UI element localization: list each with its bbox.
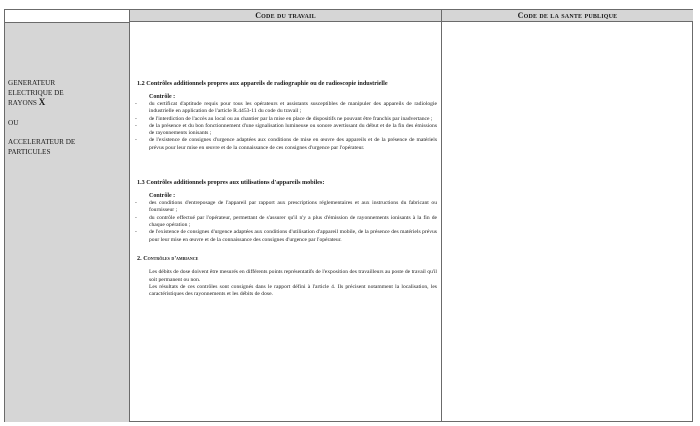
category-label (8, 79, 124, 158)
list-item: - du certificat d'aptitude requis pour tous les opérateurs et assistants susceptibles de manipuler des appareils de radiologie industrielle en application de l'article R.4453-11 du code du travail ; (133, 101, 437, 116)
section-2-paragraph-1: Les débits de dose doivent être mesurés en différents points représentatifs de l'exposition des travailleurs au poste de travail qu'il soit permanent ou non. (149, 269, 437, 283)
category-ou: OU (8, 118, 19, 127)
list-item: - de l'existence de consignes d'urgence adaptées aux conditions d'utilisation d'appareil mobile, de la présence des matériels prévus pour leur mise en œuvre et de la connaissance des consignes d'urgence par l'opérateur. (133, 229, 437, 244)
header-code-du-travail: Code du travail (129, 10, 441, 22)
category-line-5: PARTICULES (8, 147, 51, 156)
category-line-1: GENERATEUR (8, 79, 56, 87)
category-line-4: ACCELERATEUR DE (8, 138, 76, 147)
code-sante-publique-column (441, 22, 693, 422)
section-1-3-list (133, 200, 437, 244)
list-item: - de la présence et du bon fonctionnement d'une signalisation lumineuse ou sonore avertissant du début et de la fin des émissions de rayonnements ionisants ; (133, 123, 437, 138)
section-1-3-title: 1.3 Contrôles additionnels propres aux utilisations d'appareils mobiles: (137, 179, 325, 187)
left-category-column (5, 22, 129, 422)
code-du-travail-column (129, 22, 441, 422)
section-2-paragraph-2: Les résultats de ces contrôles sont consignés dans le rapport défini à l'article 4. Ils précisent notamment la localisation, les caractéristiques des rayonnements et les débits de dose. (149, 284, 437, 298)
header-blank-cell (5, 10, 129, 22)
list-item: - de l'interdiction de l'accès au local ou au chantier par la mise en place de dispositifs ne pouvant être franchis par inadvertance ; (133, 116, 437, 123)
category-rayons: RAYONS (8, 99, 37, 108)
page-table (4, 9, 693, 422)
section-1-3-subtitle: Contrôle : (149, 192, 176, 199)
list-item: - de l'existence de consignes d'urgence adaptées aux conditions de mise en œuvre des appareils et de la présence de matériels prévus pour leur mise en œuvre et de la connaissance de ces consignes d'urgence par l'opérateur. (133, 137, 437, 152)
section-1-2-title: 1.2 Contrôles additionnels propres aux appareils de radiographie ou de radioscopie industrielle (137, 80, 388, 87)
section-1-2-list (133, 101, 437, 152)
code-du-travail-content (133, 80, 437, 299)
category-line-2: ELECTRIQUE DE (8, 88, 64, 97)
category-x: X (38, 97, 46, 108)
header-code-sante-publique: Code de la sante publique (441, 10, 693, 22)
section-2-title: 2. Contrôles d'ambiance (137, 254, 199, 262)
list-item: - du contrôle effectué par l'opérateur, permettant de s'assurer qu'il n'y a plus d'émission de rayonnements ionisants à la fin de chaque opération ; (133, 215, 437, 230)
category-line-3 (8, 98, 124, 109)
section-1-2-subtitle: Contrôle : (149, 93, 176, 100)
list-item: - des conditions d'entreposage de l'appareil par rapport aux prescriptions réglementaires et aux instructions du fabricant ou fournisseur ; (133, 200, 437, 215)
